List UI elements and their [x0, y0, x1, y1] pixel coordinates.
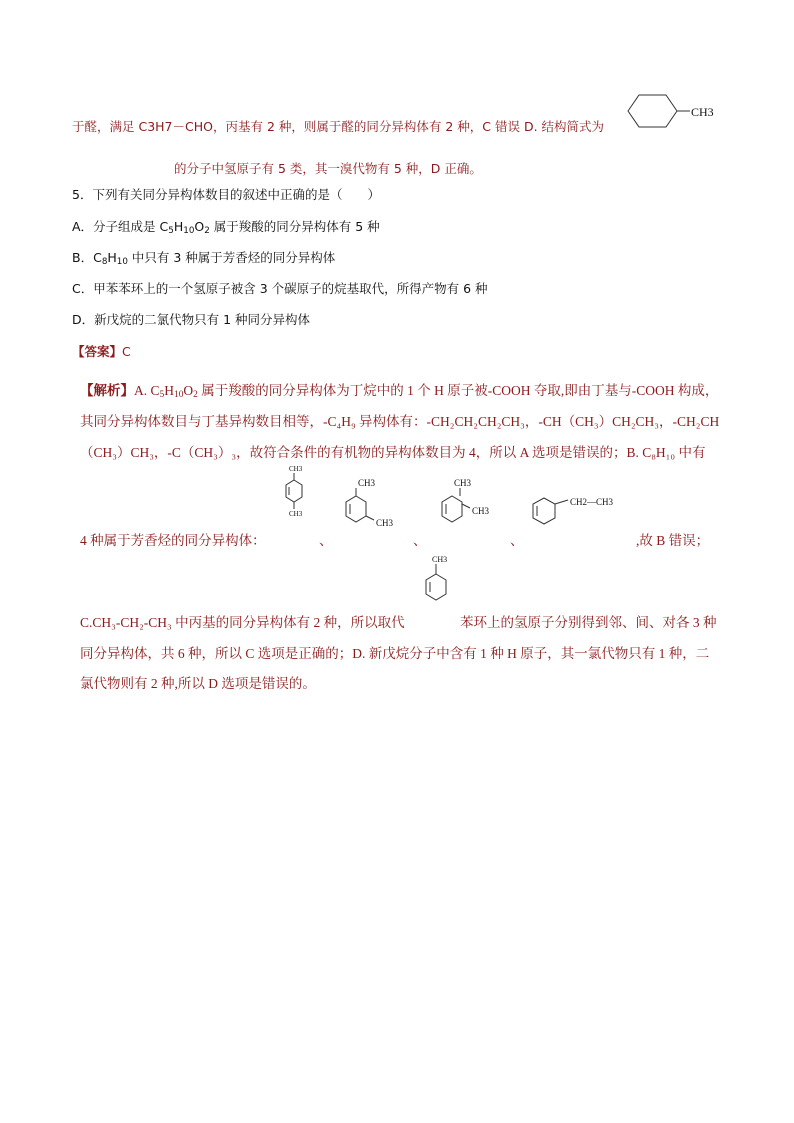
svg-text:CH3: CH3: [358, 478, 376, 488]
svg-text:CH3: CH3: [454, 478, 472, 488]
answer-label: 【答案】: [72, 344, 123, 359]
analysis-label: 【解析】: [80, 383, 134, 398]
analysis-line-2: 的分子中氢原子有 5 类，其一溴代物有 5 种，D 正确。: [174, 161, 482, 176]
ethylbenzene-structure: [528, 496, 638, 536]
option-b: B．$C_8H_{10}$ 中只有 3 种属于芳香烃的同分异构体: [72, 250, 336, 267]
question-stem: 5．下列有关同分异构体数目的叙述中正确的是（ ）: [72, 187, 380, 202]
answer-line: [72, 342, 131, 360]
analysis-para-4b: ,故 B 错误；: [636, 533, 710, 548]
separator-1: 、: [319, 533, 333, 548]
svg-text:CH3: CH3: [432, 555, 448, 564]
p-xylene-structure: [280, 463, 310, 533]
analysis-para-5a: C.CH₃-CH₂-CH₃ 中丙基的同分异构体有 2 种，所以取代: [80, 615, 405, 630]
svg-text:CH3: CH3: [289, 510, 303, 518]
analysis-para-2: 其同分异构体数目与丁基异构数目相等，-C₄H₉ 异构体有：-CH₂CH₂CH₂CH₃，-CH（CH₃）CH₂CH₃，-CH₂CH: [80, 414, 720, 429]
svg-text:CH3: CH3: [289, 465, 303, 473]
analysis-para-3: （CH₃）CH₃，-C（CH₃）₃，故符合条件的有机物的异构体数目为 4，所以 A 选项是错误的；B. C₈H₁₀ 中有: [80, 445, 706, 460]
analysis-para-1: 【解析】A. $C_5H_{10}O_2$ 属于羧酸的同分异构体为丁烷中的 1 个 H 原子被-COOH 夺取,即由丁基与-COOH 构成，: [80, 383, 719, 400]
analysis-para-6: 同分异构体，共 6 种，所以 C 选项是正确的；D. 新戊烷分子中含有 1 种 H 原子，其一氯代物只有 1 种，二: [80, 646, 710, 661]
svg-text:CH3: CH3: [376, 518, 394, 528]
option-d: D．新戊烷的二氯代物只有 1 种同分异构体: [72, 312, 311, 327]
option-c: C．甲苯苯环上的一个氢原子被含 3 个碳原子的烷基取代，所得产物有 6 种: [72, 281, 488, 296]
ch3-label: CH3: [691, 105, 714, 119]
svg-text:CH3: CH3: [472, 506, 490, 516]
analysis-para-4a: 4 种属于芳香烃的同分异构体：: [80, 533, 266, 548]
m-xylene-structure: [338, 474, 408, 534]
option-a: A．分子组成是 $C_5H_{10}O_2$ 属于羧酸的同分异构体有 5 种: [72, 219, 380, 236]
answer-value: C: [122, 344, 131, 359]
methylcyclohexane-structure: [622, 92, 732, 132]
toluene-structure: [420, 552, 460, 622]
separator-3: 、: [510, 533, 524, 548]
analysis-para-5b: 苯环上的氢原子分别得到邻、间、对各 3 种: [460, 615, 717, 630]
analysis-para-7: 氯代物则有 2 种,所以 D 选项是错误的。: [80, 676, 316, 691]
separator-2: 、: [413, 533, 427, 548]
analysis-line-1: 于醛，满足 C3H7－CHO，丙基有 2 种，则属于醛的同分异构体有 2 种，C 错误 D. 结构简式为: [72, 119, 605, 134]
o-xylene-structure: [432, 474, 507, 534]
svg-text:CH2—CH3: CH2—CH3: [570, 497, 614, 507]
